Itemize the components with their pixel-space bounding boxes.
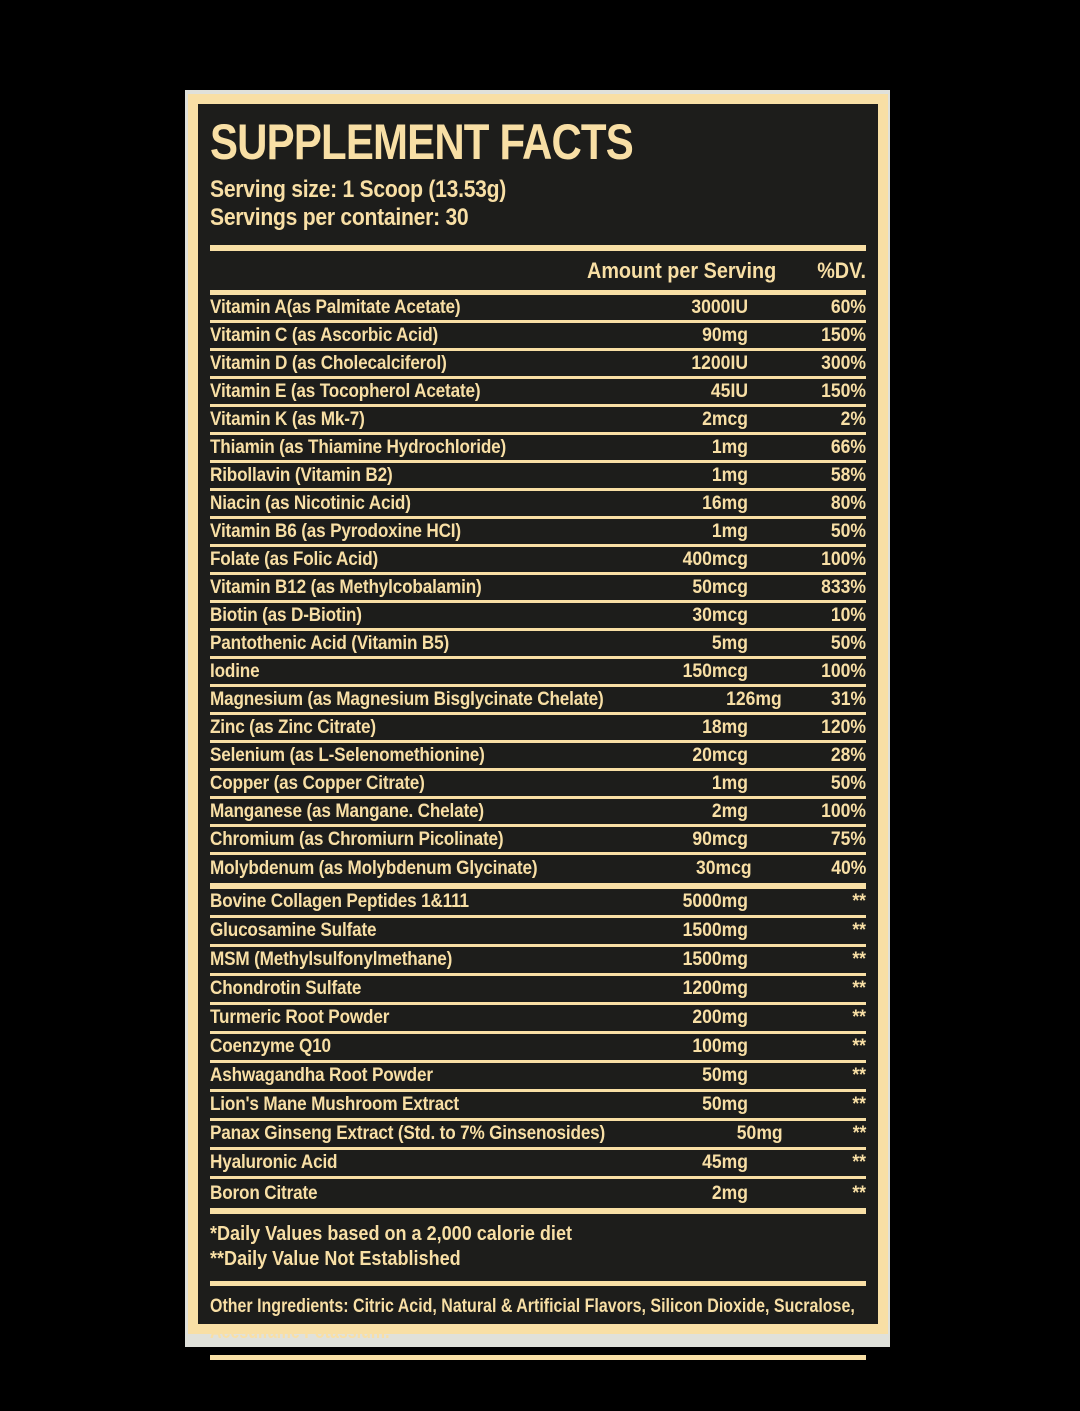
table-row [210, 1063, 866, 1092]
serving-size: Serving size: 1 Scoop (13.53g) [210, 176, 507, 203]
row-dv: ** [852, 1151, 866, 1174]
footnotes [210, 1214, 866, 1281]
row-name: Vitamin A(as Palmitate Acetate) [210, 295, 461, 318]
table-row [210, 1121, 866, 1150]
row-amount: 1500mg [682, 948, 748, 971]
row-amount: 1200IU [691, 351, 748, 374]
footnote-daily-values: *Daily Values based on a 2,000 calorie diet [210, 1221, 572, 1245]
table-row [210, 463, 866, 491]
row-dv: 100% [821, 659, 866, 682]
table-row [210, 855, 866, 883]
row-dv: ** [852, 890, 866, 913]
row-amount: 5000mg [682, 890, 748, 913]
column-header-dv: %DV. [817, 257, 866, 283]
row-dv: 300% [821, 351, 866, 374]
row-amount: 1mg [711, 519, 748, 542]
row-dv: ** [852, 1006, 866, 1029]
table-row [210, 659, 866, 687]
row-amount: 30mcg [696, 857, 752, 880]
row-amount: 3000IU [691, 295, 748, 318]
supplement-facts-label [188, 94, 888, 1343]
row-amount: 2mg [711, 1181, 748, 1204]
row-amount: 18mg [702, 715, 748, 738]
row-dv: 150% [821, 379, 866, 402]
row-amount: 20mcg [692, 743, 748, 766]
row-name: Vitamin B6 (as Pyrodoxine HCI) [210, 519, 461, 542]
row-dv: ** [852, 1035, 866, 1058]
row-name: Chondrotin Sulfate [210, 977, 362, 1000]
row-name: Thiamin (as Thiamine Hydrochloride) [210, 435, 507, 458]
row-dv: 40% [830, 857, 866, 880]
table-row [210, 295, 866, 323]
row-amount: 50mg [702, 1064, 748, 1087]
table-row [210, 323, 866, 351]
table-row [210, 435, 866, 463]
divider [210, 1355, 866, 1360]
table-row [210, 603, 866, 631]
table-row [210, 687, 866, 715]
row-name: Vitamin B12 (as Methylcobalamin) [210, 575, 482, 598]
row-amount: 100mg [692, 1035, 748, 1058]
table-row [210, 407, 866, 435]
row-name: Vitamin K (as Mk-7) [210, 407, 365, 430]
row-dv: ** [852, 1181, 866, 1204]
column-header-row [210, 251, 866, 290]
row-dv: 120% [821, 715, 866, 738]
row-dv: ** [852, 977, 866, 1000]
row-amount: 1200mg [682, 977, 748, 1000]
table-row [210, 1150, 866, 1179]
nutrient-table-secondary [210, 889, 866, 1208]
table-row [210, 519, 866, 547]
table-row [210, 976, 866, 1005]
row-amount: 30mcg [692, 603, 748, 626]
row-amount: 50mg [702, 1093, 748, 1116]
row-dv: 80% [830, 491, 866, 514]
row-dv: ** [852, 1093, 866, 1116]
label-content [198, 104, 878, 1343]
row-dv: 2% [840, 407, 866, 430]
table-row [210, 379, 866, 407]
row-amount: 1500mg [682, 919, 748, 942]
row-amount: 400mcg [682, 547, 748, 570]
table-row [210, 351, 866, 379]
row-name: Folate (as Folic Acid) [210, 547, 379, 570]
row-name: Selenium (as L-Selenomethionine) [210, 743, 485, 766]
row-name: Pantothenic Acid (Vitamin B5) [210, 631, 449, 654]
row-name: Bovine Collagen Peptides 1&111 [210, 890, 469, 913]
row-name: Vitamin D (as Cholecalciferol) [210, 351, 447, 374]
footnote-not-established: **Daily Value Not Established [210, 1246, 461, 1270]
table-row [210, 631, 866, 659]
serving-info [210, 176, 866, 233]
row-amount: 1mg [711, 435, 748, 458]
row-dv: ** [852, 1064, 866, 1087]
row-name: Coenzyme Q10 [210, 1035, 331, 1058]
row-name: Iodine [210, 659, 260, 682]
row-dv: 66% [830, 435, 866, 458]
table-row [210, 1179, 866, 1208]
label-title: SUPPLEMENT FACTS [210, 114, 633, 170]
row-amount: 5mg [711, 631, 748, 654]
row-dv: ** [852, 919, 866, 942]
row-name: Turmeric Root Powder [210, 1006, 390, 1029]
row-dv: 28% [830, 743, 866, 766]
row-name: Ribollavin (Vitamin B2) [210, 463, 393, 486]
row-name: Ashwagandha Root Powder [210, 1064, 433, 1087]
row-amount: 150mcg [682, 659, 748, 682]
label-photo-edge [185, 90, 890, 1347]
table-row [210, 1092, 866, 1121]
table-row [210, 715, 866, 743]
row-name: Niacin (as Nicotinic Acid) [210, 491, 411, 514]
other-ingredients: Other Ingredients: Citric Acid, Natural & Artificial Flavors, Silicon Dioxide, Sucralose, Acesulfame Potassium. [210, 1294, 855, 1343]
row-dv: 60% [830, 295, 866, 318]
row-dv: 58% [830, 463, 866, 486]
row-name: Hyaluronic Acid [210, 1151, 338, 1174]
row-name: Copper (as Copper Citrate) [210, 771, 425, 794]
row-amount: 50mg [736, 1122, 783, 1145]
table-row [210, 947, 866, 976]
other-ingredients-block [210, 1286, 866, 1356]
row-dv: 50% [830, 631, 866, 654]
row-amount: 2mg [711, 799, 748, 822]
table-row [210, 491, 866, 519]
table-row [210, 889, 866, 918]
nutrient-table-primary [210, 295, 866, 883]
row-dv: 150% [821, 323, 866, 346]
row-dv: 50% [830, 771, 866, 794]
row-amount: 50mcg [692, 575, 748, 598]
row-amount: 45IU [710, 379, 748, 402]
servings-per-container: Servings per container: 30 [210, 204, 469, 232]
row-amount: 16mg [702, 491, 748, 514]
row-name: Panax Ginseng Extract (Std. to 7% Ginsenosides) [210, 1122, 606, 1145]
row-name: Lion's Mane Mushroom Extract [210, 1093, 459, 1116]
row-dv: 833% [821, 575, 866, 598]
row-name: Glucosamine Sulfate [210, 919, 377, 942]
row-name: Magnesium (as Magnesium Bisglycinate Chelate) [210, 687, 604, 710]
row-dv: ** [852, 1122, 866, 1145]
row-amount: 90mcg [692, 827, 748, 850]
row-amount: 2mcg [702, 407, 748, 430]
row-name: Chromium (as Chromiurn Picolinate) [210, 827, 504, 850]
row-amount: 45mg [702, 1151, 748, 1174]
row-name: Manganese (as Mangane. Chelate) [210, 799, 484, 822]
row-name: Vitamin E (as Tocopherol Acetate) [210, 379, 481, 402]
table-row [210, 1034, 866, 1063]
row-dv: 50% [830, 519, 866, 542]
row-name: Vitamin C (as Ascorbic Acid) [210, 323, 439, 346]
row-amount: 200mg [692, 1006, 748, 1029]
table-row [210, 1005, 866, 1034]
row-amount: 126mg [726, 687, 782, 710]
row-name: Zinc (as Zinc Citrate) [210, 715, 376, 738]
table-row [210, 799, 866, 827]
table-row [210, 547, 866, 575]
row-name: Boron Citrate [210, 1181, 318, 1204]
row-dv: 31% [830, 687, 866, 710]
row-name: MSM (Methylsulfonylmethane) [210, 948, 453, 971]
row-dv: ** [852, 948, 866, 971]
table-row [210, 575, 866, 603]
row-amount: 1mg [711, 771, 748, 794]
row-amount: 90mg [702, 323, 748, 346]
column-header-amount: Amount per Serving [586, 257, 776, 283]
table-row [210, 918, 866, 947]
table-row [210, 743, 866, 771]
row-dv: 100% [821, 799, 866, 822]
row-name: Biotin (as D-Biotin) [210, 603, 362, 626]
table-row [210, 827, 866, 855]
table-row [210, 771, 866, 799]
row-amount: 1mg [711, 463, 748, 486]
row-dv: 10% [830, 603, 866, 626]
row-name: Molybdenum (as Molybdenum Glycinate) [210, 857, 538, 880]
row-dv: 75% [830, 827, 866, 850]
row-dv: 100% [821, 547, 866, 570]
